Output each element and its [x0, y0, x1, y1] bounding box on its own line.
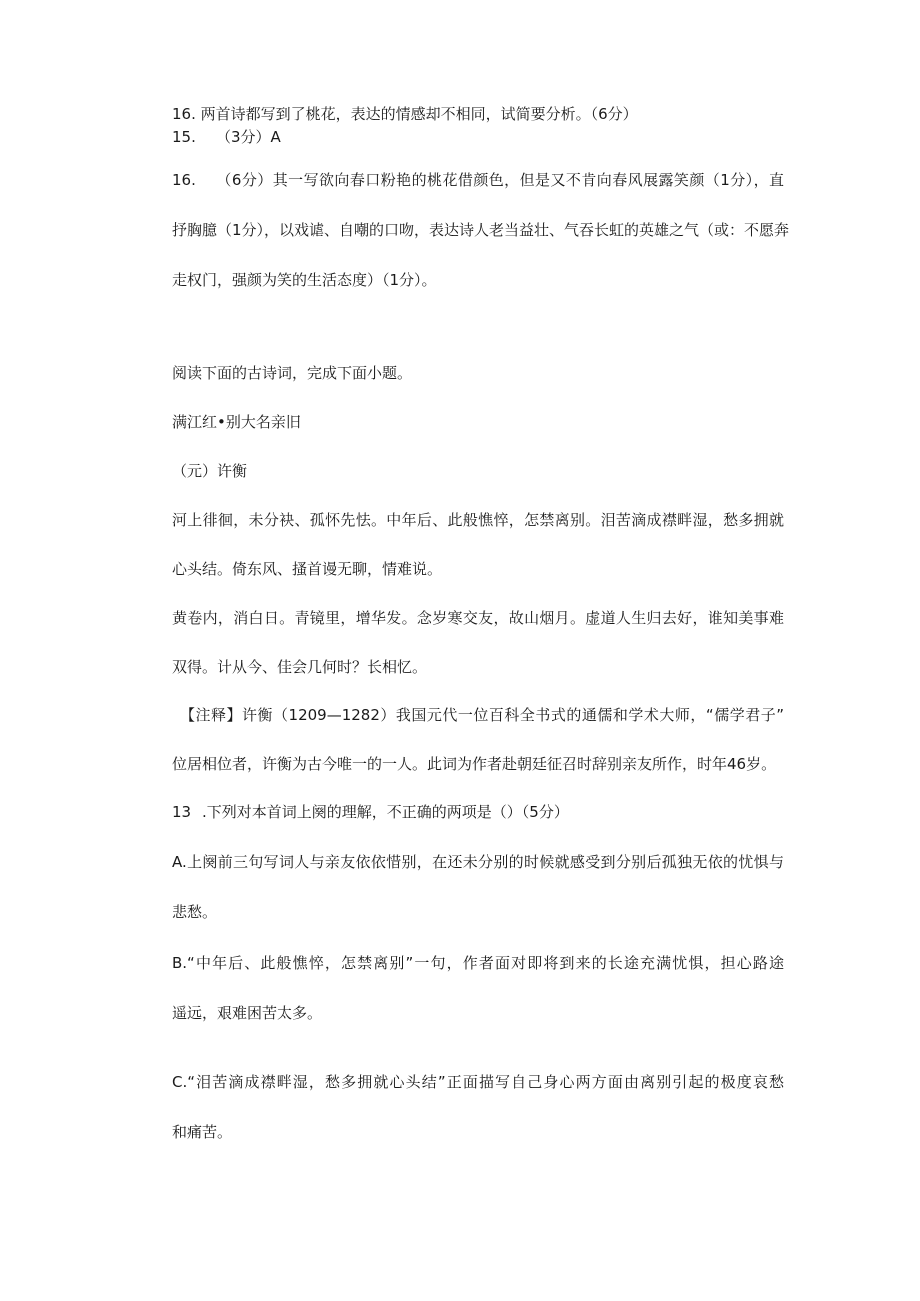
note-line-2: 位居相位者，许衡为古今唯一的一人。此词为作者赴朝廷征召时辞别亲友所作，时年46岁。: [172, 755, 777, 773]
poem-stanza-1-line-1: 河上徘徊，未分袂、孤怀先怯。中年后、此般憔悴，怎禁离别。泪苦滴成襟畔湿，愁多拥就: [172, 511, 784, 529]
option-a-line-1: A.上阕前三句写词人与亲友依依惜别，在还未分别的时候就感受到分别后孤独无依的忧惧与: [172, 853, 784, 871]
reading-instruction: 阅读下面的古诗词，完成下面小题。: [172, 364, 413, 382]
question-13: [172, 802, 569, 822]
poem-stanza-2-line-2: 双得。计从今、佳会几何时？长相忆。: [172, 658, 428, 676]
answer-16-number: 16.: [172, 171, 196, 189]
answer-15-text: （3分）A: [216, 128, 281, 146]
option-c-line-1: C.“泪苦滴成襟畔湿，愁多拥就心头结”正面描写自己身心两方面由离别引起的极度哀愁: [172, 1073, 784, 1091]
question-13-number: 13: [172, 803, 192, 821]
answer-16-line-2: 抒胸臆（1分），以戏谑、自嘲的口吻，表达诗人老当益壮、气吞长虹的英雄之气（或：不愿奔: [172, 221, 790, 239]
answer-16-line-1: [172, 170, 784, 190]
answer-16-text-1: （6分）其一写欲向春口粉艳的桃花借颜色，但是又不肯向春风展露笑颜（1分），直: [216, 171, 784, 189]
option-b-line-1: B.“中年后、此般憔悴，怎禁离别”一句，作者面对即将到来的长途充满忧惧，担心路途: [172, 954, 784, 972]
option-a-line-2: 悲愁。: [172, 903, 218, 921]
option-b-line-2: 遥远，艰难困苦太多。: [172, 1004, 323, 1022]
answer-15-number: 15.: [172, 128, 196, 146]
poem-stanza-2-line-1: 黄卷内，消白日。青镜里，增华发。念岁寒交友，故山烟月。虚道人生归去好，谁知美事难: [172, 609, 784, 627]
question-16-prompt: 16. 两首诗都写到了桃花，表达的情感却不相同，试简要分析。（6分）: [172, 105, 638, 123]
note-line-1: 【注释】许衡（1209—1282）我国元代一位百科全书式的通儒和学术大师，“儒学君子”: [180, 706, 784, 724]
poem-author: （元）许衡: [172, 462, 248, 480]
question-13-text: .下列对本首词上阕的理解，不正确的两项是（）（5分）: [202, 803, 569, 821]
poem-stanza-1-line-2: 心头结。倚东风、搔首谩无聊，情难说。: [172, 560, 443, 578]
poem-title: 满江红•别大名亲旧: [172, 413, 301, 431]
option-c-line-2: 和痛苦。: [172, 1123, 233, 1141]
answer-16-line-3: 走权门，强颜为笑的生活态度）（1分）。: [172, 271, 437, 289]
answer-15: [172, 127, 281, 147]
